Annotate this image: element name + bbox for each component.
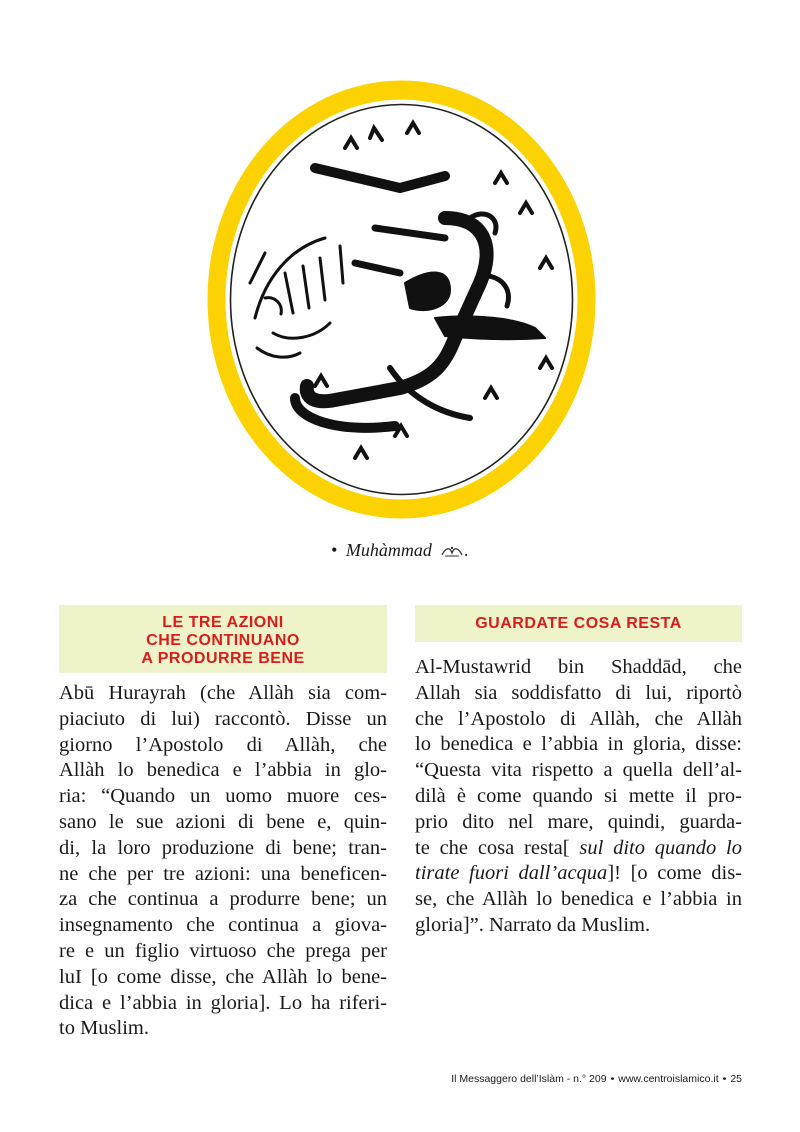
text-line: Allah sia soddisfatto di lui, riportò bbox=[415, 681, 742, 704]
text-segment: te che cosa resta[ bbox=[415, 836, 570, 859]
text-line: se, che Allàh lo benedica e l’abbia in bbox=[415, 888, 742, 911]
text-line bbox=[415, 836, 742, 862]
calligraphy-medallion bbox=[195, 68, 608, 531]
left-title-line: A PRODURRE BENE bbox=[141, 650, 305, 667]
footer-bullet: • bbox=[722, 1073, 727, 1085]
left-title-line: LE TRE AZIONI bbox=[162, 614, 284, 631]
text-line: piaciuto di lui) raccontò. Disse un bbox=[59, 707, 387, 730]
left-article-title bbox=[59, 605, 387, 673]
page-number: 25 bbox=[730, 1073, 742, 1085]
caption-tail: . bbox=[464, 540, 469, 560]
text-line: gloria]”. Narrato da Muslim. bbox=[415, 913, 651, 936]
text-line: sano le sue azioni di bene e, quin- bbox=[59, 810, 387, 833]
text-line: to Muslim. bbox=[59, 1017, 149, 1040]
text-line: ne che per tre azioni: una beneficen- bbox=[59, 862, 387, 885]
muhammad-calligraphy-icon bbox=[195, 68, 608, 531]
page-footer bbox=[451, 1073, 742, 1085]
italic-segment: sul dito quando lo bbox=[569, 836, 742, 859]
text-line: re e un figlio virtuoso che prega per bbox=[59, 939, 387, 962]
image-caption bbox=[0, 540, 800, 564]
text-line: dilà è come quando si mette il pro- bbox=[415, 784, 742, 807]
text-line: za che continua a produrre bene; un bbox=[59, 888, 387, 911]
salawat-seal-icon bbox=[440, 543, 464, 564]
text-line: dica e l’abbia in gloria]. Lo ha riferi- bbox=[59, 991, 387, 1014]
text-line: Abū Hurayrah (che Allàh sia com- bbox=[59, 682, 387, 704]
italic-segment: tirate fuori dall’acqua bbox=[415, 862, 608, 885]
text-line: prio dito nel mare, quindi, guarda- bbox=[415, 810, 742, 833]
website-link[interactable]: www.centroislamico.it bbox=[618, 1073, 719, 1085]
text-segment: ]! [o come dis- bbox=[607, 862, 742, 885]
text-line: insegnamento che continua a giova- bbox=[59, 914, 387, 937]
left-article-body bbox=[59, 681, 387, 1042]
text-line: di, la loro produzione di bene; tran- bbox=[59, 836, 387, 859]
text-line: lo benedica e l’abbia in gloria, disse: bbox=[415, 733, 742, 756]
text-line: luI [o come disse, che Allàh lo bene- bbox=[59, 965, 387, 988]
text-line: “Questa vita rispetto a quella dell’al- bbox=[415, 759, 742, 782]
left-article bbox=[59, 605, 387, 1042]
text-line bbox=[415, 861, 742, 887]
right-article bbox=[415, 605, 742, 939]
left-title-line: CHE CONTINUANO bbox=[146, 632, 300, 649]
right-article-body bbox=[415, 655, 742, 939]
right-article-title: GUARDATE COSA RESTA bbox=[415, 605, 742, 642]
text-line: giorno l’Apostolo di Allàh, che bbox=[59, 733, 387, 756]
caption-bullet: • bbox=[331, 540, 338, 560]
text-line: Al-Mustawrid bin Shaddād, che bbox=[415, 656, 742, 678]
text-line: Allàh lo benedica e l’abbia in glo- bbox=[59, 759, 387, 782]
publication-name: Il Messaggero dell’Islàm - n.° 209 bbox=[451, 1073, 607, 1085]
caption-name: Muhàmmad bbox=[345, 540, 432, 560]
text-line: ria: “Quando un uomo muore ces- bbox=[59, 785, 387, 808]
text-line: che l’Apostolo di Allàh, che Allàh bbox=[415, 707, 742, 730]
footer-bullet: • bbox=[610, 1073, 615, 1085]
